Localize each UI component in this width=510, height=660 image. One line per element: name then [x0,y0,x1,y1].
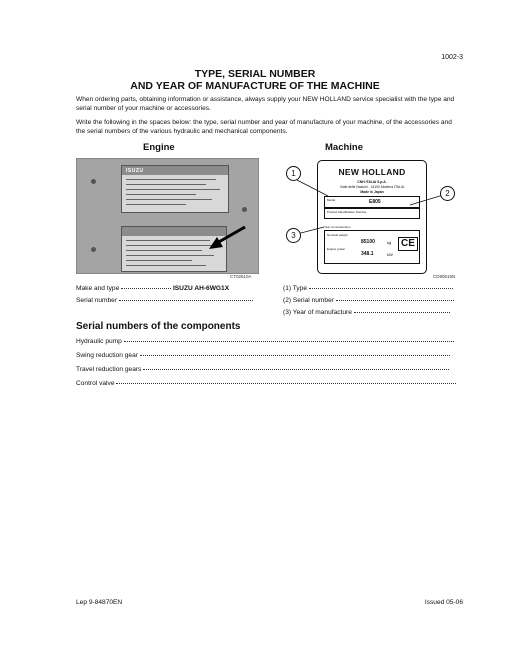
footer-right: Issued 05-06 [424,599,463,606]
footer-left: Lep 9-84870EN [76,599,123,606]
engine-serial-field [76,297,253,305]
plate-mass-unit: kg [387,240,392,245]
engine-plate-brand: ISUZU [126,168,144,174]
component-label: Travel reduction gears [76,366,142,373]
control-valve-input[interactable] [116,383,456,384]
plate-type-value: E805 [369,199,381,205]
engine-photo-code: CT02610A [230,274,252,279]
engine-make-type-field [76,285,229,293]
callout-2: 2 [440,186,455,201]
machine-year-field [283,309,450,317]
serial-label: Serial number [76,297,118,304]
machine-serial-input[interactable] [336,300,454,301]
component-row [76,366,461,373]
machine-serial-field [283,297,454,305]
machine-type-input[interactable] [309,288,453,289]
component-label: Swing reduction gear [76,352,138,359]
plate-company: CNH ITALIA S.p.A. [357,180,387,184]
component-label: Control valve [76,380,115,387]
component-row [76,338,461,345]
plate-mass-label: Nominal weight [327,233,348,237]
swing-reduction-gear-input[interactable] [140,355,450,356]
machine-serial-label: (2) Serial number [283,297,334,304]
callout-1: 1 [286,166,301,181]
component-label: Hydraulic pump [76,338,122,345]
plate-year-label: Year of construction [324,225,351,229]
component-row [76,380,461,387]
page-title-line1: TYPE, SERIAL NUMBER [194,68,316,80]
page-title-line2: AND YEAR OF MANUFACTURE OF THE MACHINE [130,80,380,92]
machine-heading: Machine [325,142,364,153]
hydraulic-pump-input[interactable] [124,341,454,342]
plate-power-label: Engine power [327,247,346,251]
plate-mass-value: 85100 [361,239,375,245]
engine-plate-photo [76,158,259,274]
page-number: 1002-3 [441,54,463,61]
machine-type-field [283,285,453,293]
plate-made-in: Made in Japan [360,190,384,194]
callout-leaders [280,160,470,250]
instructions-paragraph: Write the following in the spaces below: the type, serial number and year of manufacture of your machine, of the accessories and the serial numbers of the various hydraulic and mechanical components. [76,119,452,135]
machine-year-input[interactable] [354,312,450,313]
machine-photo-code: CD90615N [433,274,456,279]
make-type-dots [121,288,171,289]
plate-type-label: Model [327,198,336,202]
make-type-label: Make and type [76,285,120,292]
machine-type-label: (1) Type [283,285,308,292]
arrow-icon [77,159,258,273]
plate-serial-label: Product Identification Number [327,210,367,214]
machine-plate-brand: NEW HOLLAND [338,167,406,177]
intro-paragraph: When ordering parts, obtaining information or assistance, always supply your NEW HOLLAND service specialist with the type and serial number of your machine or accessories. [76,96,455,112]
machine-year-label: (3) Year of manufacture [283,309,352,316]
make-type-value: ISUZU AH-6WG1X [172,285,230,292]
plate-power-value: 348.1 [361,251,374,257]
plate-address: Viale delle Nazioni - 41100 Modena ITALIA [339,185,405,189]
components-heading: Serial numbers of the components [76,321,241,332]
ce-mark-icon: CE [398,237,418,251]
engine-serial-input[interactable] [119,300,253,301]
engine-heading: Engine [143,142,175,153]
callout-3: 3 [286,228,301,243]
plate-power-unit: kW [387,252,393,257]
travel-reduction-gears-input[interactable] [143,369,449,370]
component-row [76,352,461,359]
